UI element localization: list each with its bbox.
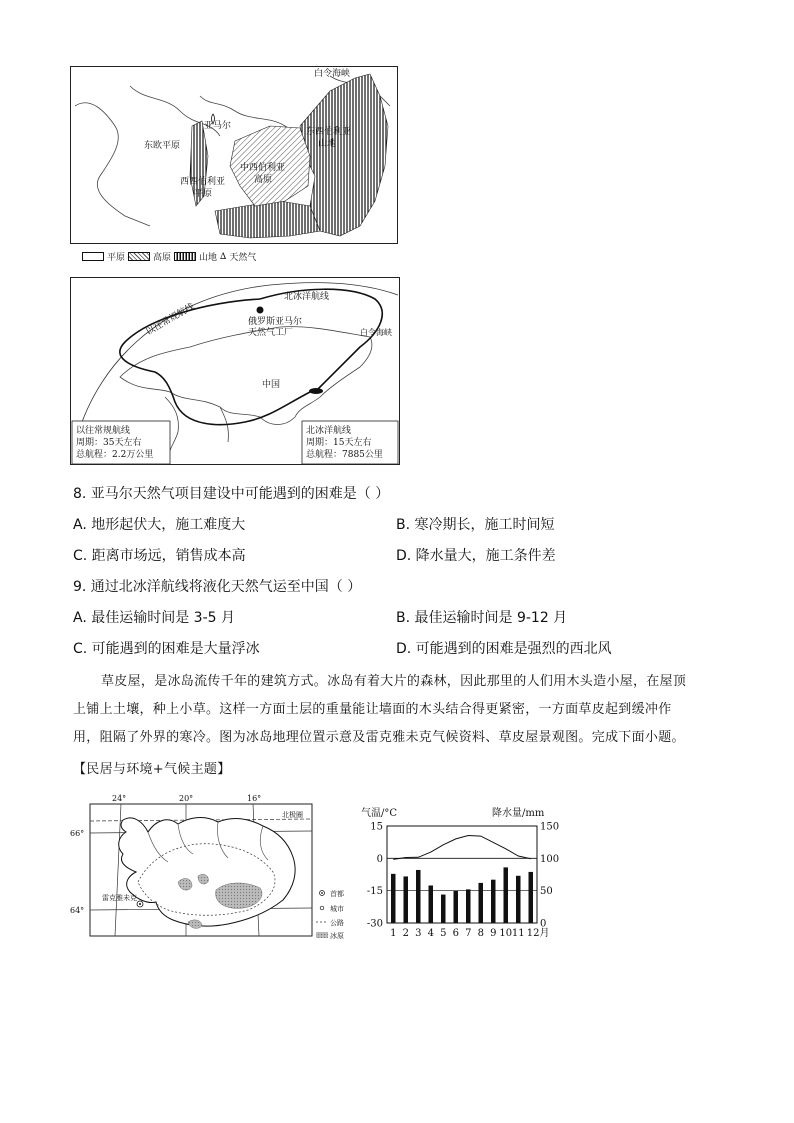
lon-20-label: 20° xyxy=(179,794,194,803)
label-yamal: 亚马尔 xyxy=(204,121,232,131)
precip-bar xyxy=(391,874,396,923)
label-bering: 白令海峡 xyxy=(314,69,351,79)
precip-bar xyxy=(441,895,446,923)
q8-stem: 8. 亚马尔天然气项目建设中可能遇到的困难是（ ） xyxy=(73,486,390,502)
x-tick-label: 7 xyxy=(465,928,472,939)
russia-terrain-map xyxy=(70,66,398,248)
passage-line-3: 用，阻隔了外界的寒冷。图为冰岛地理位置示意及雷克雅未克气候资料、草皮屋景观图。完成下面小题。 xyxy=(73,730,685,745)
precip-bar xyxy=(529,872,534,923)
label-plant-2: 天然气工厂 xyxy=(248,328,294,338)
plot-frame xyxy=(387,826,537,923)
destination-port-marker xyxy=(309,388,323,394)
precip-bar xyxy=(479,883,484,923)
x-tick-label: 4 xyxy=(427,928,434,939)
x-tick-label: 12月 xyxy=(526,928,550,939)
q9-option-c[interactable]: C. 可能遇到的困难是大量浮冰 xyxy=(73,641,260,657)
precip-bar xyxy=(466,889,471,923)
label-china: 中国 xyxy=(262,380,281,390)
box-left-distance: 总航程：2.2万公里 xyxy=(76,450,154,460)
climate-chart xyxy=(355,800,560,946)
reykjavik-label: 雷克雅未克 xyxy=(102,894,137,902)
label-east-europe: 东欧平原 xyxy=(144,141,181,151)
y2-tick-label: 150 xyxy=(540,821,560,833)
x-tick-label: 1 xyxy=(390,928,397,939)
legend-plateau-swatch xyxy=(128,252,150,261)
lon-16-label: 16° xyxy=(247,794,262,803)
legend-capital-label: 首都 xyxy=(330,890,344,898)
legend-plateau-label: 高原 xyxy=(153,253,172,263)
q8-option-d[interactable]: D. 降水量大，施工条件差 xyxy=(396,548,556,564)
box-right-period: 周期：15天左右 xyxy=(306,438,372,448)
label-east-siberia-2: 山地 xyxy=(318,139,337,149)
legend-road-label: 公路 xyxy=(330,919,344,927)
legend-gas-label: 天然气 xyxy=(229,253,257,263)
y2-tick-label: 50 xyxy=(540,886,553,898)
x-tick-label: 3 xyxy=(415,928,422,939)
x-tick-label: 11 xyxy=(511,928,525,939)
precip-bar xyxy=(429,885,434,923)
iceland-map xyxy=(68,792,368,952)
lat-66-label: 66° xyxy=(70,829,85,838)
x-tick-label: 10 xyxy=(499,928,513,939)
q8-option-a[interactable]: A. 地形起伏大，施工难度大 xyxy=(73,517,246,533)
topic-title: 【民居与环境+气候主题】 xyxy=(73,762,231,777)
shipping-route-map xyxy=(70,277,400,467)
label-west-siberia-2: 平原 xyxy=(194,189,213,199)
label-regular-route: 以往常规航线 xyxy=(144,301,197,338)
legend-plain-swatch xyxy=(82,252,104,261)
q9-stem: 9. 通过北冰洋航线将液化天然气运至中国（ ） xyxy=(73,579,362,595)
legend-city-label: 城市 xyxy=(330,905,344,913)
y-tick-label: -15 xyxy=(366,886,383,898)
label-arctic-route: 北冰洋航线 xyxy=(284,292,330,302)
x-tick-label: 8 xyxy=(477,928,484,939)
precip-bar xyxy=(404,876,409,923)
map1-legend xyxy=(82,250,256,263)
y2-axis-title: 降水量/mm xyxy=(492,808,545,819)
box-right-title: 北冰洋航线 xyxy=(306,426,352,436)
precip-bar xyxy=(516,876,521,923)
y-tick-label: 15 xyxy=(370,821,383,833)
legend-mountain-swatch xyxy=(174,252,196,261)
lon-24-label: 24° xyxy=(112,794,127,803)
label-central-siberia: 中西伯利亚 xyxy=(240,163,286,173)
passage-line-1: 草皮屋，是冰岛流传千年的建筑方式。冰岛有着大片的森林，因此那里的人们用木头造小屋，在屋顶 xyxy=(101,674,687,689)
q8-option-b[interactable]: B. 寒冷期长，施工时间短 xyxy=(396,517,555,533)
y2-tick-label: 0 xyxy=(540,918,547,930)
y-tick-label: -30 xyxy=(366,918,383,930)
legend-glacier-swatch xyxy=(316,932,328,938)
label-central-siberia-2: 高原 xyxy=(254,175,273,185)
label-bering-strait: 白令海峡 xyxy=(360,328,392,337)
legend-mountain-label: 山地 xyxy=(199,253,218,263)
x-tick-label: 2 xyxy=(402,928,409,939)
q9-option-b[interactable]: B. 最佳运输时间是 9-12 月 xyxy=(396,610,568,626)
legend-plain-label: 平原 xyxy=(107,253,126,263)
q9-option-a[interactable]: A. 最佳运输时间是 3-5 月 xyxy=(73,610,235,626)
lat-64-label: 64° xyxy=(70,906,85,915)
precip-bar xyxy=(416,870,421,923)
gas-icon: ∆ xyxy=(220,251,227,262)
box-left-period: 周期：35天左右 xyxy=(76,438,142,448)
precip-bar xyxy=(454,891,459,923)
x-tick-label: 6 xyxy=(452,928,459,939)
gas-plant-marker xyxy=(257,307,264,314)
box-left-title: 以往常规航线 xyxy=(76,426,131,436)
label-plant-1: 俄罗斯亚马尔 xyxy=(248,317,303,327)
city-icon xyxy=(320,906,324,910)
legend-glacier-label: 冰原 xyxy=(330,932,344,940)
temperature-line xyxy=(393,836,531,860)
y-axis-title: 气温/°C xyxy=(361,808,398,819)
precip-bar xyxy=(504,867,509,923)
x-tick-label: 5 xyxy=(440,928,447,939)
x-tick-label: 9 xyxy=(490,928,497,939)
label-west-siberia: 西西伯利亚 xyxy=(180,177,226,187)
y-tick-label: 0 xyxy=(376,853,383,865)
q8-option-c[interactable]: C. 距离市场远，销售成本高 xyxy=(73,548,246,564)
passage-line-2: 上铺上土壤，种上小草。这样一方面土层的重量能让墙面的木头结合得更紧密，一方面草皮起到缓冲作 xyxy=(73,702,672,717)
box-right-distance: 总航程：7885公里 xyxy=(306,450,383,460)
precip-bar xyxy=(491,880,496,923)
y2-tick-label: 100 xyxy=(540,853,560,865)
q9-option-d[interactable]: D. 可能遇到的困难是强烈的西北风 xyxy=(396,641,612,657)
arctic-circle-label: 北极圈 xyxy=(282,811,303,819)
label-east-siberia: 东西伯利亚 xyxy=(306,127,352,137)
